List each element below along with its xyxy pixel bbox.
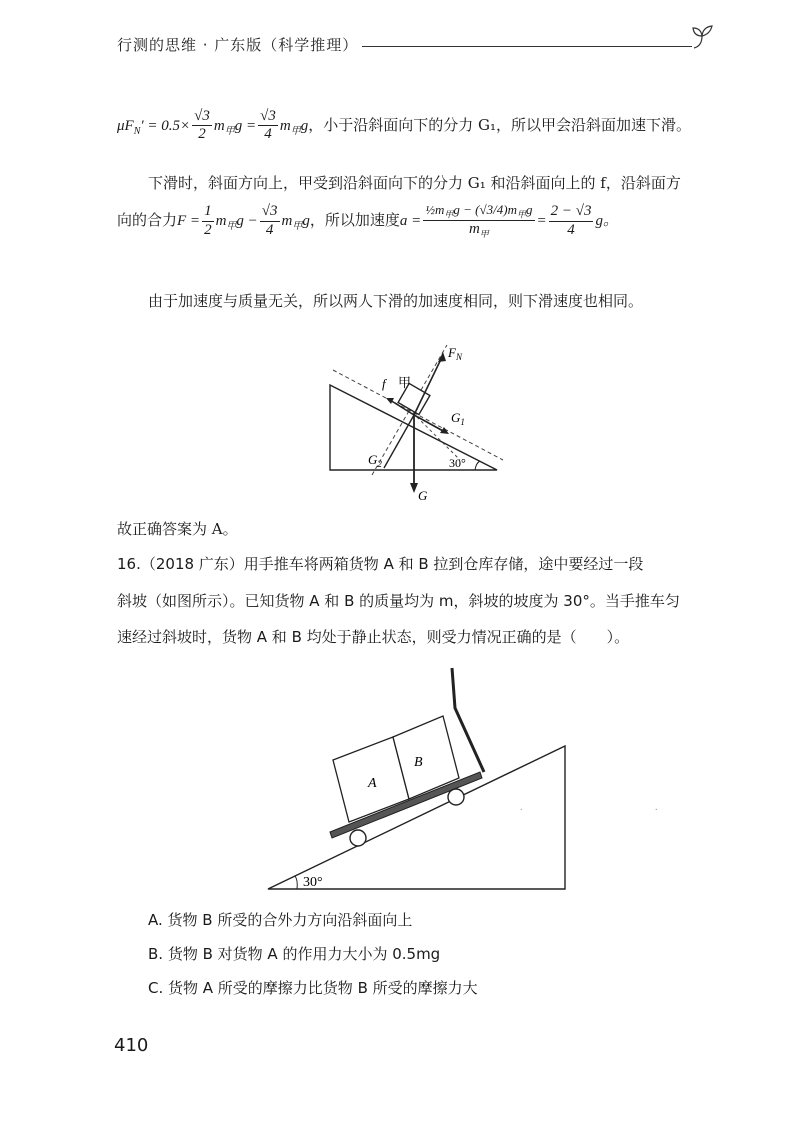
cart-diagram <box>0 660 800 900</box>
label-fn: $F_N$ <box>448 345 462 362</box>
svg-text:.: . <box>520 802 523 813</box>
solution-line-3: 向的合力F = $\frac{1}{2}$ $m_甲g$ − $\frac{√3}{4}$ $m_甲g$，所以加速度a = $\frac{\frac{1}{2}m_甲g - (√3/4)m_甲g}{m_甲}$ = $\frac{2 - √3}{4}$ g。 <box>117 202 618 239</box>
label-f: f <box>382 376 386 391</box>
label-angle-30: 30° <box>449 456 466 470</box>
question-line-1: 16.（2018 广东）用手推车将两箱货物 A 和 B 拉到仓库存储，途中要经过一段 <box>117 555 644 573</box>
answer-conclusion: 故正确答案为 A。 <box>117 520 238 538</box>
question-line-3: 速经过斜坡时，货物 A 和 B 均处于静止状态，则受力情况正确的是（ ）。 <box>117 628 630 646</box>
page-header: 行测的思维 · 广东版（科学推理） <box>117 36 359 54</box>
cart-handle <box>452 668 484 772</box>
header-rule <box>362 46 692 47</box>
label-g1: $G_1$ <box>451 410 465 427</box>
option-a: A. 货物 B 所受的合外力方向沿斜面向上 <box>148 911 413 929</box>
solution-line-4: 由于加速度与质量无关，所以两人下滑的加速度相同，则下滑速度也相同。 <box>148 292 644 310</box>
page-number: 410 <box>114 1035 149 1056</box>
label-box-a: A <box>368 776 377 791</box>
label-box-b: B <box>414 755 423 770</box>
dashed-parallel-upper <box>333 370 503 460</box>
g2-arrow <box>384 415 414 468</box>
label-g2: $G_2$ <box>368 452 382 469</box>
option-b: B. 货物 B 对货物 A 的作用力大小为 0.5mg <box>148 945 441 963</box>
cart-wheel-rear <box>448 789 464 805</box>
solution-line-1: $\mu F_N' = 0.5\times$ $\frac{√3}{2}$ $m_甲g$ = $\frac{√3}{4}$ $m_甲g$，小于沿斜面向下的分力 G₁，所以甲会沿斜面加速下滑。 <box>117 108 691 143</box>
solution-line-2: 下滑时，斜面方向上，甲受到沿斜面向下的分力 G₁ 和沿斜面向上的 f，沿斜面方 <box>148 174 681 192</box>
option-c: C. 货物 A 所受的摩擦力比货物 B 所受的摩擦力大 <box>148 979 478 997</box>
fn-arrow <box>414 355 443 415</box>
question-line-2: 斜坡（如图所示）。已知货物 A 和 B 的质量均为 m，斜坡的坡度为 30°。当手推车匀 <box>117 592 680 610</box>
cart-wheel-front <box>350 830 366 846</box>
sprout-icon <box>688 22 718 52</box>
label-slope-angle: 30° <box>303 875 323 890</box>
svg-text:.: . <box>655 802 658 813</box>
formula-friction: $\mu F_N' = 0.5\times$ <box>117 117 191 137</box>
label-g: G <box>418 488 428 503</box>
force-diagram <box>0 330 800 530</box>
label-jia: 甲 <box>398 375 412 390</box>
